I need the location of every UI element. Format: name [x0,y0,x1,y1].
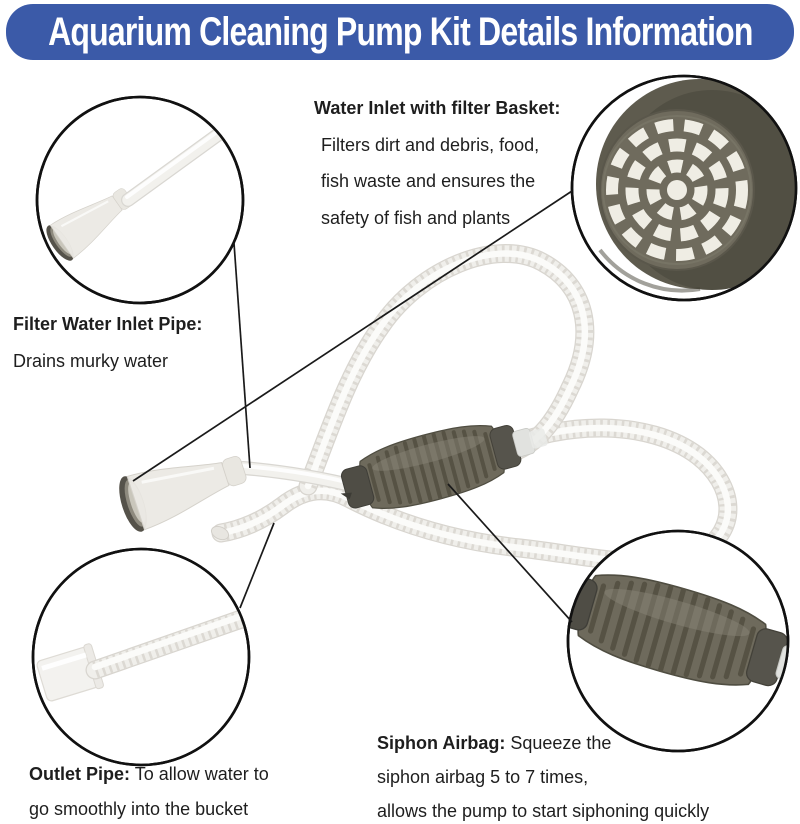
page-title: Aquarium Cleaning Pump Kit Details Information [47,9,753,54]
annotation-line: fish waste and ensures the [321,171,536,191]
annotation-outlet-pipe [29,757,269,824]
annotation-line: safety of fish and plants [321,207,511,228]
annotation-siphon-airbag [377,726,709,824]
callout-circle-inlet-pipe [37,97,252,303]
annotation-filter-basket [314,90,560,236]
leader-line-circle-to-inlet-pipe [234,243,250,468]
annotation-heading: Water Inlet with filter Basket: [314,98,561,118]
title-banner [6,4,794,60]
callout-circle-outlet-pipe [33,549,250,765]
siphon-airbag [332,405,555,524]
annotation-line: allows the pump to start siphoning quickly [377,801,710,821]
annotation-line: Outlet Pipe: To allow water to [29,764,269,784]
annotation-line: siphon airbag 5 to 7 times, [377,767,589,787]
filter-inlet-funnel [114,441,253,535]
annotation-heading: Filter Water Inlet Pipe: [13,314,203,334]
annotation-heading: Outlet Pipe: [29,764,131,784]
annotation-line: Siphon Airbag: Squeeze the [377,733,612,753]
annotation-line: Drains murky water [13,351,169,371]
annotation-heading: Siphon Airbag: [377,733,506,753]
annotation-line: Filters dirt and debris, food, [321,134,540,155]
callout-circle-filter-basket [572,76,800,300]
annotation-line: go smoothly into the bucket [29,799,249,819]
annotation-inlet-pipe [13,306,202,380]
